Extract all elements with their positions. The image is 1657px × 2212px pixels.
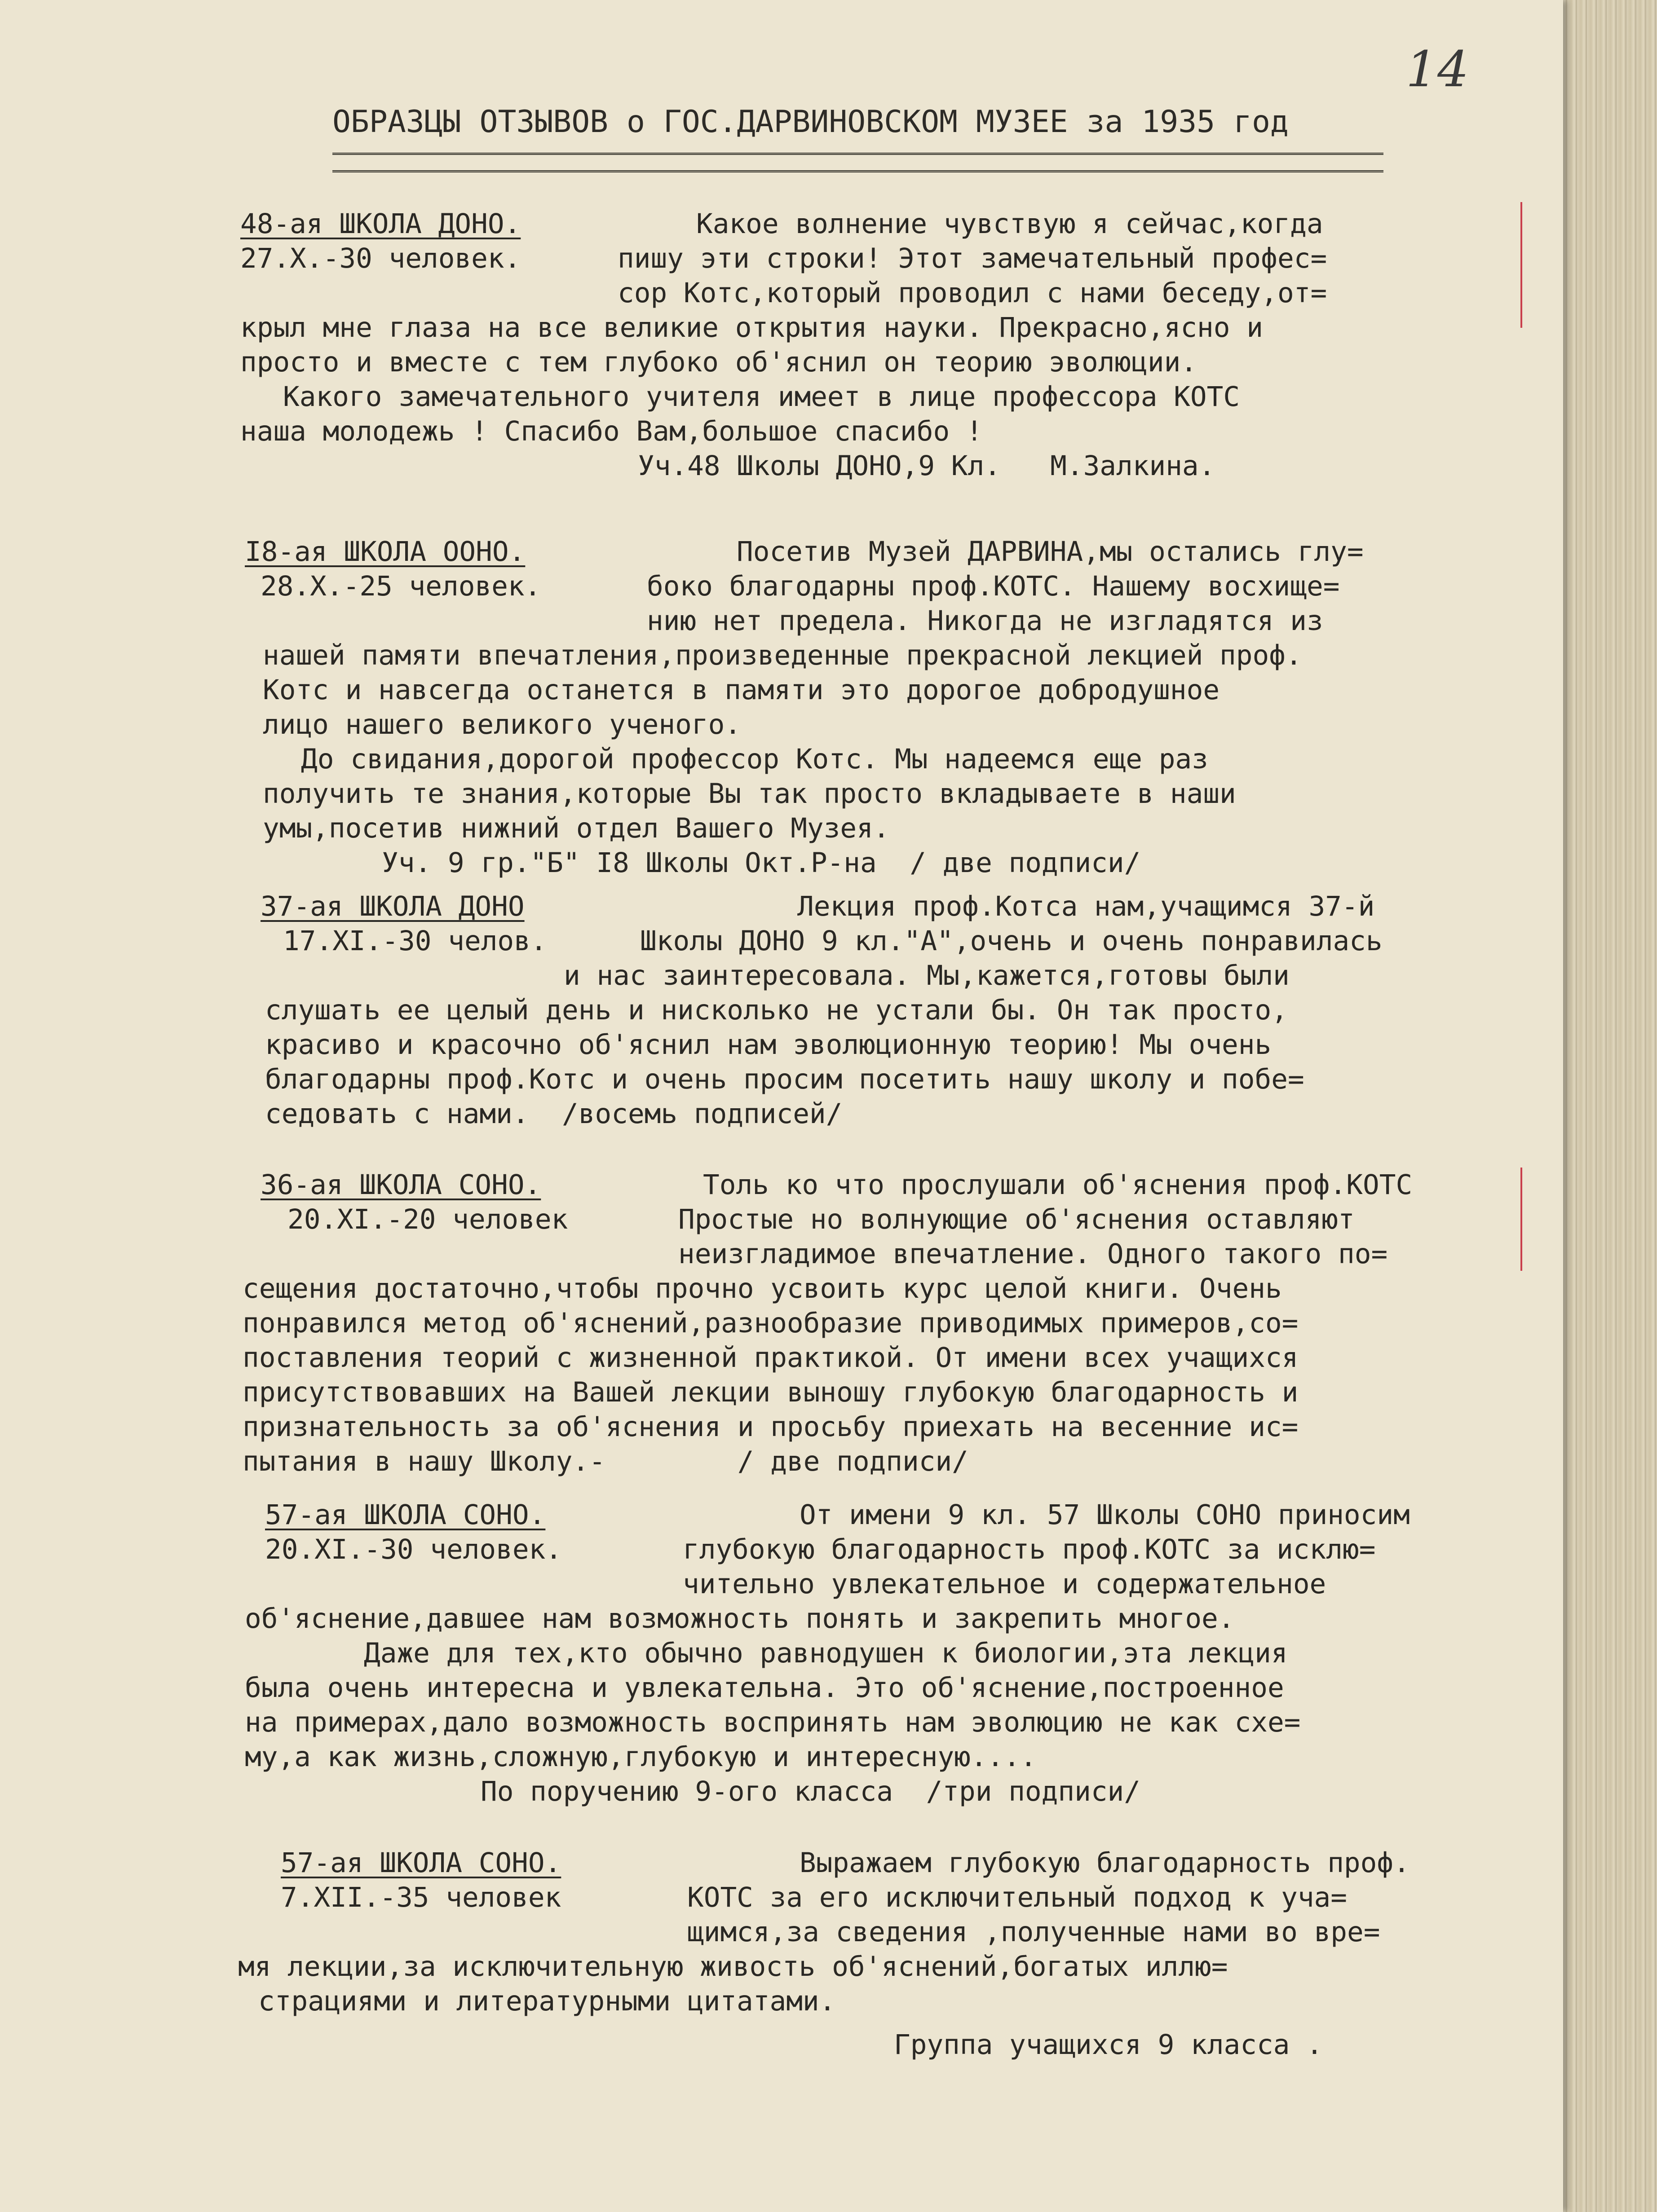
review-line: боко благодарны проф.КОТС. Нашему восхище= (647, 570, 1340, 602)
review-line: Котс и навсегда останется в памяти это дорогое добродушное (263, 674, 1220, 706)
review-line: седовать с нами. /восемь подписей/ (265, 1098, 843, 1130)
review-line: присутствовавших на Вашей лекции выношу глубокую благодарность и (243, 1376, 1299, 1408)
visit-date-count: 20.XI.-20 человек (287, 1203, 568, 1235)
review-line: нию нет предела. Никогда не изгладятся из (647, 605, 1323, 637)
review-line: слушать ее целый день и нисколько не устали бы. Он так просто, (265, 994, 1288, 1026)
review-line: мя лекции,за исключительную живость об'яснений,богатых иллю= (238, 1951, 1228, 1983)
visit-date-count: 27.X.-30 человек. (240, 242, 521, 274)
review-signature: По поручению 9-ого класса /три подписи/ (481, 1776, 1141, 1807)
review-line: нашей памяти впечатления,произведенные прекрасной лекцией проф. (263, 639, 1302, 671)
red-margin-mark (1520, 1168, 1522, 1271)
review-line: признательность за об'яснения и просьбу приехать на весенние ис= (243, 1411, 1299, 1443)
visit-date-count: 17.XI.-30 челов. (283, 925, 547, 957)
review-line: му,а как жизнь,сложную,глубокую и интересную.... (245, 1741, 1037, 1773)
review-line: пишу эти строки! Этот замечательный профес= (618, 242, 1327, 274)
title-underline (332, 153, 1383, 172)
review-line: КОТС за его исключительный подход к уча= (687, 1882, 1348, 1913)
visit-date-count: 7.XII.-35 человек (281, 1882, 561, 1913)
school-heading: 48-ая ШКОЛА ДОНО. (240, 208, 521, 240)
review-signature: Группа учащихся 9 класса . (894, 2029, 1323, 2061)
review-line: понравился метод об'яснений,разнообразие приводимых примеров,со= (243, 1307, 1299, 1339)
review-line: Лекция проф.Котса нам,учащимся 37-й (797, 890, 1375, 922)
review-line: сещения достаточно,чтобы прочно усвоить курс целой книги. Очень (243, 1273, 1282, 1304)
review-line: чительно увлекательное и содержательное (683, 1568, 1326, 1600)
review-line: крыл мне глаза на все великие открытия науки. Прекрасно,ясно и (240, 312, 1263, 344)
review-line: От имени 9 кл. 57 Школы СОНО приносим (800, 1499, 1410, 1531)
review-line: поставления теорий с жизненной практикой. От имени всех учащихся (243, 1342, 1299, 1374)
review-line: Какое волнение чувствую я сейчас,когда (696, 208, 1323, 240)
review-line: Школы ДОНО 9 кл."А",очень и очень понравилась (640, 925, 1383, 957)
review-line: наша молодежь ! Спасибо Вам,большое спасибо ! (240, 415, 983, 447)
review-line: сор Котс,который проводил с нами беседу,от= (618, 277, 1327, 309)
review-line: получить те знания,которые Вы так просто вкладываете в наши (263, 778, 1236, 810)
review-signature: Уч. 9 гр."Б" I8 Школы Окт.Р-на / две подписи/ (382, 847, 1141, 879)
review-line: страциями и литературными цитатами. (258, 1985, 836, 2017)
review-line: Толь ко что прослушали об'яснения проф.КОТС (703, 1169, 1413, 1201)
review-line: Посетив Музей ДАРВИНА,мы остались глу= (737, 536, 1364, 568)
review-line: глубокую благодарность проф.КОТС за исклю= (683, 1533, 1376, 1565)
review-line: была очень интересна и увлекательна. Это об'яснение,построенное (245, 1672, 1284, 1704)
school-heading: 37-ая ШКОЛА ДОНО (261, 890, 525, 922)
review-line: Выражаем глубокую благодарность проф. (800, 1847, 1410, 1879)
review-line: щимся,за сведения ,полученные нами во вре= (687, 1916, 1380, 1948)
review-line: Даже для тех,кто обычно равнодушен к биологии,эта лекция (364, 1637, 1288, 1669)
review-line: и нас заинтересовала. Мы,кажется,готовы были (564, 960, 1290, 991)
review-line: просто и вместе с тем глубоко об'яснил он теорию эволюции. (240, 346, 1197, 378)
school-heading: 57-ая ШКОЛА СОНО. (281, 1847, 561, 1879)
review-line: об'яснение,давшее нам возможность понять и закрепить многое. (245, 1603, 1235, 1635)
review-signature: Уч.48 Школы ДОНО,9 Кл. М.Залкина. (638, 450, 1215, 482)
review-line: красиво и красочно об'яснил нам эволюционную теорию! Мы очень (265, 1029, 1272, 1061)
document-title: ОБРАЗЦЫ ОТЗЫВОВ о ГОС.ДАРВИНОВСКОМ МУЗЕЕ за 1935 год (332, 104, 1289, 140)
visit-date-count: 28.X.-25 человек. (261, 570, 541, 602)
school-heading: 36-ая ШКОЛА СОНО. (261, 1169, 541, 1201)
review-line: пытания в нашу Школу.- / две подписи/ (243, 1445, 968, 1477)
school-heading: I8-ая ШКОЛА ООНО. (245, 536, 526, 568)
review-line: благодарны проф.Котс и очень просим посетить нашу школу и побе= (265, 1063, 1304, 1095)
review-line: До свидания,дорогой профессор Котс. Мы надеемся еще раз (301, 743, 1208, 775)
school-heading: 57-ая ШКОЛА СОНО. (265, 1499, 546, 1531)
review-line: на примерах,дало возможность воспринять нам эволюцию не как схе= (245, 1706, 1301, 1738)
handwritten-page-number: 14 (1406, 40, 1469, 98)
red-margin-mark (1520, 202, 1522, 328)
review-line: Какого замечательного учителя имеет в лице профессора КОТС (283, 381, 1240, 413)
review-line: лицо нашего великого ученого. (263, 709, 742, 740)
visit-date-count: 20.XI.-30 человек. (265, 1533, 562, 1565)
review-line: умы,посетив нижний отдел Вашего Музея. (263, 812, 890, 844)
review-line: Простые но волнующие об'яснения оставляют (678, 1203, 1355, 1235)
review-line: неизгладимое впечатление. Одного такого по= (678, 1238, 1388, 1270)
